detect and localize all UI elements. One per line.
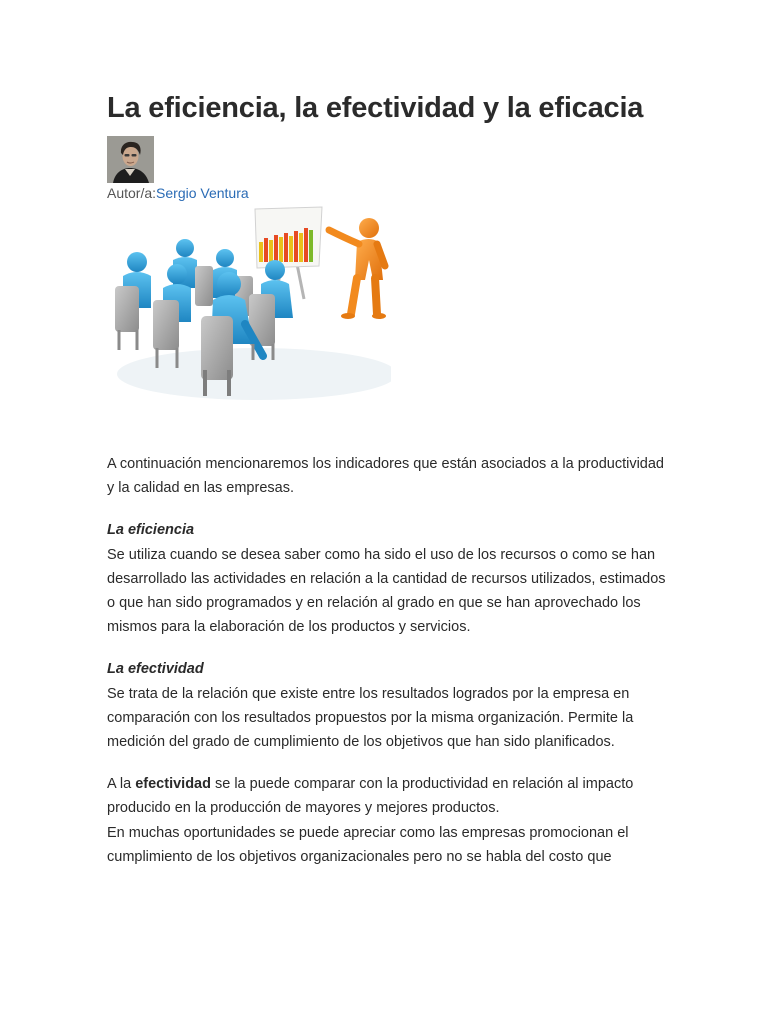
intro-paragraph: A continuación mencionaremos los indicadores que están asociados a la productividad y la calidad en las empresas.: [107, 456, 664, 497]
presentation-illustration: [107, 204, 391, 404]
article-title: La eficiencia, la efectividad y la eficacia: [107, 92, 644, 124]
comparison-paragraph: [107, 772, 667, 820]
author-line: [107, 184, 667, 202]
article-body: [107, 452, 667, 869]
eficiencia-heading: La eficiencia: [107, 522, 195, 539]
efectividad-heading: La efectividad: [107, 661, 204, 678]
comparison-suffix: se la puede comparar con la productividad en relación al impacto producido en la producción de mayores y mejores productos.: [107, 776, 634, 817]
efectividad-text: Se trata de la relación que existe entre los resultados logrados por la empresa en comparación con los resultados propuestos por la misma organización. Permite la medición del grado de cumplimiento de los objetivos que han sido planificados.: [107, 685, 634, 751]
comparison-prefix: A la: [107, 776, 136, 793]
closing-paragraph: En muchas oportunidades se puede apreciar como las empresas promocionan el cumplimiento de los objetivos organizacionales pero no se habla del costo que: [107, 824, 629, 865]
efectividad-section: [107, 657, 667, 754]
author-avatar[interactable]: [107, 136, 154, 183]
meeting-presentation-icon: [107, 204, 391, 404]
eficiencia-section: [107, 518, 667, 639]
author-photo-icon: [107, 136, 154, 183]
eficiencia-text: Se utiliza cuando se desea saber como ha sido el uso de los recursos o como se han desarrollado las actividades en relación a la cantidad de recursos utilizados, estimados o que han sido programados y en relación al grado en que se han aprovechado los mismos para la elaboración de los productos y servicios.: [107, 546, 666, 636]
author-link[interactable]: Sergio Ventura: [156, 185, 249, 201]
article-page: [107, 90, 667, 869]
author-prefix: Autor/a:: [107, 185, 157, 201]
comparison-term: efectividad: [135, 776, 211, 793]
